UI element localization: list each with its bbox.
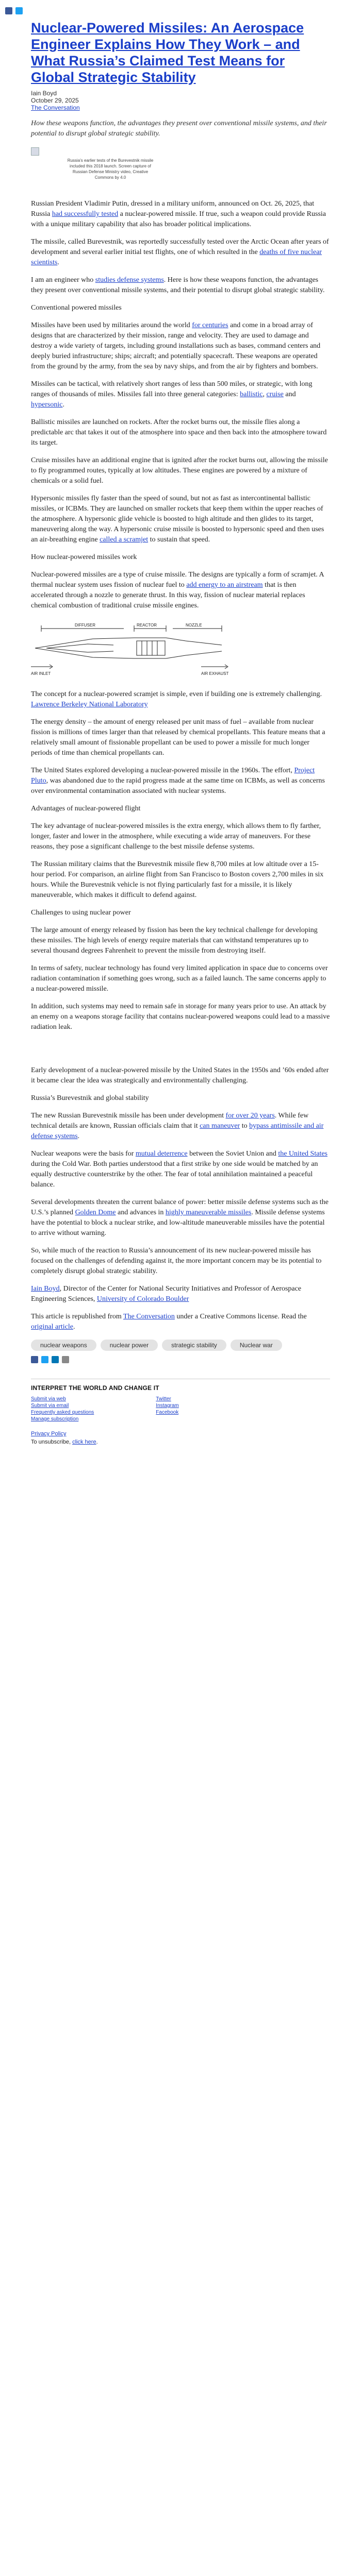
inline-link[interactable]: the United States	[278, 1150, 327, 1158]
byline	[31, 90, 330, 111]
paragraph: The key advantage of nuclear-powered missiles is the extra energy, which allows them to fly farther, longer, faster and lower in the atmosphere, while executing a wide array of maneuvers. For these reasons, they pose a significant challenge to the best missile defense systems.	[31, 822, 321, 851]
publisher-link[interactable]: The Conversation	[31, 104, 80, 111]
republish-note: This article is republished from The Conversation under a Creative Commons license. Read the original article.	[31, 1313, 307, 1331]
footer-link[interactable]: Twitter	[156, 1396, 171, 1402]
share-bar	[31, 1356, 330, 1363]
tag-list	[31, 1340, 330, 1351]
twitter-icon[interactable]	[15, 7, 23, 14]
university-link[interactable]: University of Colorado Boulder	[96, 1295, 189, 1303]
publisher-link[interactable]: The Conversation	[123, 1313, 175, 1320]
paragraph: The missile, called Burevestnik, was reportedly successfully tested over the Arctic Ocean after years of development and several earlier initial test flights, one of which resulted in the deaths of five nuclear scientists.	[31, 238, 329, 266]
paragraph: The new Russian Burevestnik missile has been under development for over 20 years. While few technical details are known, Russian officials claim that it can maneuver to bypass antimissile and air defense systems.	[31, 1112, 324, 1140]
diagram-label-reactor: REACTOR	[137, 623, 157, 628]
tag-pill[interactable]: nuclear power	[101, 1340, 158, 1351]
tag-pill[interactable]: Nuclear war	[231, 1340, 282, 1351]
inline-link[interactable]: for centuries	[192, 321, 228, 329]
inline-link[interactable]: can maneuver	[200, 1122, 240, 1130]
broken-image-icon	[31, 147, 39, 156]
section-heading: How nuclear-powered missiles work	[31, 553, 137, 561]
email-icon[interactable]	[62, 1356, 69, 1363]
inline-link[interactable]: for over 20 years	[225, 1112, 275, 1120]
paragraph: Missiles can be tactical, with relatively short ranges of less than 500 miles, or strategic, with long ranges of thousands of miles. Missiles fall into three general categories: ballistic, cruise and hypersonic.	[31, 380, 313, 409]
paragraph: Missiles have been used by militaries around the world for centuries and come in a broad array of designs that are characterized by their mission, range and velocity. They are used to damage and destroy a wide variety of targets, including ground installations such as bases, command centers and deeply buried infrastructure; ships; aircraft; and potentially spacecraft. These weapons are operated from the ground by the army, from the sea by navy ships, and from the air by fighters and bombers.	[31, 321, 321, 370]
diagram-label-inlet: AIR INLET	[31, 671, 51, 676]
tag-pill[interactable]: nuclear weapons	[31, 1340, 96, 1351]
inline-link[interactable]: add energy to an airstream	[186, 581, 263, 589]
footer-link[interactable]: Submit via web	[31, 1396, 66, 1402]
footer-col-right	[156, 1396, 178, 1422]
article-lede: How these weapons function, the advantages they present over conventional missile systems, and their potential to disrupt global strategic stability.	[31, 120, 327, 138]
author-bio: Iain Boyd, Director of the Center for National Security Initiatives and Professor of Aerospace Engineering Sciences, University of Colorado Boulder	[31, 1285, 302, 1303]
inline-link[interactable]: bypass antimissile and air defense systems	[31, 1122, 324, 1140]
author-link[interactable]: Iain Boyd	[31, 1285, 60, 1293]
paragraph: Ballistic missiles are launched on rockets. After the rocket burns out, the missile flies along a predictable arc that takes it out of the atmosphere into space and then back into the atmosphere toward its target.	[31, 418, 327, 447]
footer-heading: INTERPRET THE WORLD AND CHANGE IT	[31, 1384, 159, 1392]
facebook-icon[interactable]	[31, 1356, 38, 1363]
publish-date: October 29, 2025	[31, 97, 79, 104]
privacy-policy-link[interactable]: Privacy Policy	[31, 1431, 67, 1437]
scramjet-diagram	[31, 618, 330, 680]
inline-link[interactable]: called a scramjet	[100, 536, 149, 544]
paragraph: In addition, such systems may need to remain safe in storage for many years prior to use. An attack by an enemy on a weapons storage facility that contains nuclear-powered weapons could lead to a massive radiation leak.	[31, 1003, 330, 1031]
paragraph: The concept for a nuclear-powered scramjet is simple, even if building one is extremely challenging. Lawrence Berkeley National Laboratory	[31, 690, 322, 708]
paragraph: Nuclear weapons were the basis for mutual deterrence between the Soviet Union and the United States during the Cold War. Both parties understood that a first strike by one side would be matched by an equally destructive counterstrike by the other. The fear of total annihilation maintained a peaceful balance.	[31, 1150, 327, 1189]
facebook-icon[interactable]	[5, 7, 12, 14]
footer-link[interactable]: Facebook	[156, 1410, 179, 1415]
spacer	[31, 1040, 330, 1065]
inline-link[interactable]: deaths of five nuclear scientists	[31, 248, 322, 266]
tag-pill[interactable]: strategic stability	[162, 1340, 226, 1351]
author-name: Iain Boyd	[31, 90, 57, 97]
section-heading: Advantages of nuclear-powered flight	[31, 805, 141, 812]
paragraph: The Russian military claims that the Burevestnik missile flew 8,700 miles at low altitude over a 15-hour period. For comparison, an airline flight from San Francisco to Boston covers 2,700 miles in six hours. While the Burevestnik vehicle is not flying particularly fast for a missile, it is likely maneuverable, which makes it difficult to defend against.	[31, 860, 324, 899]
footer-col-left	[31, 1396, 94, 1422]
diagram-label-exhaust: AIR EXHAUST	[201, 671, 229, 676]
paragraph: Hypersonic missiles fly faster than the speed of sound, but not as fast as intercontinental ballistic missiles, or ICBMs. They are launched on smaller rockets that keep them within the upper reaches of the atmosphere. A hypersonic glide vehicle is boosted to high altitude and then glides to its target, maneuvering along the way. A hypersonic cruise missile is boosted to hypersonic speed and then uses an air-breathing engine called a scramjet to sustain that speed.	[31, 495, 324, 544]
figure-caption: Russia’s earlier tests of the Burevestnik missile included this 2018 launch. Screen capture of Russian Defense Ministry video, Creative Commons by 4.0	[67, 158, 154, 180]
unsubscribe-link[interactable]: click here	[72, 1439, 96, 1445]
footer	[31, 1379, 330, 1422]
inline-link[interactable]: mutual deterrence	[135, 1150, 188, 1158]
paragraph: The energy density – the amount of energy released per unit mass of fuel – available from nuclear fission is millions of times larger than that released by chemical propellants. This feature means that a relatively small amount of fissionable propellant can be used to power a missile for much longer periods of time than chemical propellants can.	[31, 718, 325, 757]
inline-link[interactable]: Golden Dome	[75, 1209, 116, 1216]
paragraph: Russian President Vladimir Putin, dressed in a military uniform, announced on Oct. 26, 2025, that Russia had successfully tested a nuclear-powered missile. If true, such a weapon could provide Russia with a unique military capability that also has broader political implications.	[31, 200, 326, 228]
footer-link[interactable]: Instagram	[156, 1403, 179, 1409]
diagram-label-diffuser: DIFFUSER	[75, 623, 95, 628]
section-heading: Challenges to using nuclear power	[31, 909, 131, 917]
credit-link[interactable]: Lawrence Berkeley National Laboratory	[31, 701, 148, 708]
linkedin-icon[interactable]	[52, 1356, 59, 1363]
diagram-label-nozzle: NOZZLE	[186, 623, 202, 628]
section-heading: Conventional powered missiles	[31, 304, 122, 312]
figure	[31, 147, 330, 156]
paragraph: In terms of safety, nuclear technology has found very limited application in space due to concerns over radiation contamination if something goes wrong, such as a failed launch. The same concerns apply to a nuclear-powered missile.	[31, 964, 328, 993]
inline-link[interactable]: had successfully tested	[52, 210, 119, 218]
original-article-link[interactable]: original article	[31, 1323, 74, 1331]
inline-link[interactable]: highly maneuverable missiles	[165, 1209, 252, 1216]
twitter-icon[interactable]	[41, 1356, 48, 1363]
inline-link[interactable]: ballistic	[240, 391, 263, 398]
top-share-bar	[5, 5, 330, 16]
paragraph: So, while much of the reaction to Russia’s announcement of its new nuclear-powered missile has focused on the challenges of defending against it, the more important concern may be its potential to completely disrupt global strategic stability.	[31, 1247, 322, 1275]
inline-link[interactable]: cruise	[266, 391, 284, 398]
footer-link[interactable]: Frequently asked questions	[31, 1410, 94, 1415]
inline-link[interactable]: Project Pluto	[31, 767, 315, 785]
paragraph: The United States explored developing a nuclear-powered missile in the 1960s. The effort, Project Pluto, was abandoned due to the rapid progress made at the same time on ICBMs, as well as concerns over environmental contamination associated with nuclear systems.	[31, 767, 325, 795]
paragraph: Several developments threaten the current balance of power: better missile defense systems such as the U.S.’s planned Golden Dome and advances in highly maneuverable missiles. Missile defense systems have the potential to block a nuclear strike, and low-altitude maneuverable missiles have the potential to arrive without warning.	[31, 1198, 329, 1237]
section-heading: Russia’s Burevestnik and global stability	[31, 1094, 149, 1102]
bottom-links: Privacy Policy To unsubscribe, click here.	[31, 1431, 98, 1445]
inline-link[interactable]: hypersonic	[31, 401, 63, 409]
paragraph: Nuclear-powered missiles are a type of cruise missile. The designs are typically a form of scramjet. A thermal nuclear system uses fission of nuclear fuel to add energy to an airstream that is then accelerated through a nozzle to generate thrust. In this way, fission of nuclear material replaces chemical combustion of traditional cruise missile engines.	[31, 571, 324, 609]
article-headline[interactable]: Nuclear-Powered Missiles: An Aerospace Engineer Explains How They Work – and What Russia’s Claimed Test Means for Global Strategic Stability	[31, 20, 304, 85]
paragraph: I am an engineer who studies defense systems. Here is how these weapons function, the advantages they present over conventional missile systems, and their potential to disrupt global strategic stability.	[31, 276, 325, 294]
footer-link[interactable]: Submit via email	[31, 1403, 69, 1409]
paragraph: Early development of a nuclear-powered missile by the United States in the 1950s and ’60s ended after it became clear the idea was strategically and environmentally challenging.	[31, 1066, 329, 1084]
footer-link[interactable]: Manage subscription	[31, 1416, 79, 1422]
paragraph: Cruise missiles have an additional engine that is ignited after the rocket burns out, allowing the missile to fly programmed routes, typically at low altitudes. These engines are powered by a mixture of chemicals or a solid fuel.	[31, 456, 328, 485]
inline-link[interactable]: studies defense systems	[95, 276, 164, 284]
paragraph: The large amount of energy released by fission has been the key technical challenge for developing these missiles. The high levels of energy require materials that can withstand temperatures up to several thousand degrees Fahrenheit to prevent the missile from destroying itself.	[31, 926, 318, 955]
